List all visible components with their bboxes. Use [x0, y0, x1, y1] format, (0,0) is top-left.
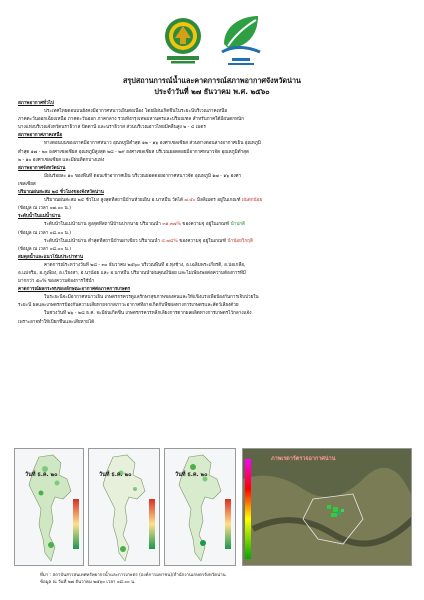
farm-line: ในช่วงวันที่ ๒๖ - ๒๘ ธ.ค. จะมีฝนเกิดขึ้น เกษตรกรควรหลีกเลี่ยงการตากผลผลิตทางการเกษตรไว้กลางแจ้ง: [44, 311, 252, 317]
radar-title: ภาพเรดาร์ตรวจอากาศน่าน: [271, 456, 336, 462]
level-low-status: น้ำน้อยวิกฤติ: [227, 238, 253, 244]
level-high-line: [18, 221, 408, 229]
nan-line: มีฝนร้อยละ ๑๐ ของพื้นที่ ตอนเช้าอากาศเย็น บริเวณยอดดอยอากาศหนาวจัด อุณหภูมิ ๑๗ - ๑๖ องศา: [44, 173, 242, 179]
section-level-heading: ระดับน้ำในแม่น้ำน่าน: [18, 214, 61, 220]
rain-level-badge: ฝนตกน้อย: [241, 198, 263, 204]
rain-forecast-map-day2: [88, 448, 160, 566]
nan-line: เซลเซียส: [18, 181, 36, 187]
section-north-heading: สภาพอากาศภาคเหนือ: [18, 133, 63, 139]
map-date-label: วันที่ ธ.ค. ๒๐: [99, 472, 132, 478]
section-farm-heading: คาดการณ์ผลกระทบของลักษณะอากาศต่อภาคการเกษตร: [18, 287, 131, 293]
rain-line: [18, 197, 408, 205]
forecast-line: มากกว่า ๕๐% ของความต้องการใช้น้ำ: [18, 279, 95, 285]
farm-line: ระยะนี้ ผลและเกษตรกรป้องกันความเสียหายจากสภาวะอากาศที่อาจเกิดกับพืชผลทางการเกษตรและสัตว์เลี้ยงด้วย: [18, 303, 239, 309]
level-low-value: ๔.๗๘%: [161, 238, 178, 244]
farm-line: เพราะอาจทำให้เปียกชื้นและเสียหายได้: [18, 319, 95, 325]
general-line: ภาคตะวันออกเฉียงเหนือ ภาคตะวันออก ภาคกลาง รวมทั้งกรุงเทพมหานครและปริมณฑล สำหรับภาคใต้มีฝนตกหนัก: [18, 117, 244, 123]
map-date-label: วันที่ ธ.ค. ๒๐: [25, 472, 58, 478]
report-body: [18, 100, 408, 327]
farm-line: ในระยะนี้จะมีอากาศหนาวเย็น เกษตรกรควรดูแลรักษาสุขภาพของคนและให้แข็งแรงเพื่อป้องกันการเจ็บป่วยใน: [44, 295, 259, 301]
level-high-timestamp: (ข้อมูล ณ เวลา ๐๘.๐๐ น.): [18, 230, 71, 236]
thailand-map-icon: [165, 449, 236, 566]
report-title: สรุปสถานการณ์น้ำและคาดการณ์สภาพอากาศจังหวัดน่าน: [123, 76, 301, 85]
rain-text: มิลลิเมตร อยู่ในเกณฑ์: [195, 198, 242, 204]
footnote-timestamp: ข้อมูล ณ วันที่ ๒๗ ธันวาคม ๒๕๖๐ เวลา ๐๘.๐๐ น.: [40, 580, 136, 585]
rain-forecast-map-day3: [164, 448, 236, 566]
rain-text: ปริมาณฝนสะสม ๒๔ ชั่วโมง สูงสุดที่สถานีบ้านห้วยเย็น อ.นาหมื่น วัดได้: [44, 198, 185, 204]
level-text: ของความจุ อยู่ในเกณฑ์: [177, 238, 228, 244]
north-line: ๒ - ๑๐ องศาเซลเซียส และมีฝนที่ตกบางแห่ง: [18, 157, 105, 163]
north-line: ต่ำสุด ๑๗ - ๒๐ องศาเซลเซียส อุณหภูมิสูงสุด ๒๘ - ๒๙ องศาเซลเซียส บริเวณยอดดอยมีอากาศหนาวจัด อุณหภูมิต่ำสุด: [18, 149, 249, 155]
forecast-line: อ.แม่จริม, อ.ภูเพียง, อ.เวียงสา, อ.นาน้อย และ อ.นาหมื่น ปริมาณน้ำฝนคุณมีน้อย และไม่เพียงพอต่อความต้องการที่มี: [18, 270, 246, 276]
level-text: ของความจุ อยู่ในเกณฑ์: [180, 222, 231, 228]
level-high-value: ๓๑.๓๗%: [162, 222, 181, 228]
provincial-seal-logo: [163, 14, 203, 66]
rain-value: ๗.๕๐: [184, 198, 196, 204]
general-line: ประเทศไทยตอนบนยังคงมีอากาศหนาวเย็นต่อเนื่อง โดยมีฝนเกิดขึ้นในระยะนี้บริเวณภาคเหนือ: [44, 109, 228, 115]
section-forecast-heading: สมดุลน้ำและแนวโน้มประปาทาน: [18, 254, 84, 260]
header-logos: [0, 10, 424, 70]
radar-image-icon: [243, 449, 412, 566]
radar-satellite-map: [242, 448, 412, 566]
general-line: บางแห่งบริเวณจังหวัดนราธิวาส ปัตตานี และนราธิวาส ส่วนบริเวณอ่าวไทยมีคลื่นสูง ๒ - ๔ เมตร: [18, 125, 206, 131]
section-general-heading: สภาพอากาศทั่วไป: [18, 101, 54, 106]
report-date: ประจำวันที่ ๒๗ ธันวาคม พ.ศ. ๒๕๖๐: [154, 87, 270, 96]
north-line: ทางตอนบนของภาคมีอากาศหนาว อุณหภูมิต่ำสุด ๑๒ - ๑๖ องศาเซลเซียส ส่วนทางตอนล่างอากาศเย็น อุณหภูมิ: [44, 141, 261, 147]
forecast-line: คาดการณ์ระหว่างวันที่ ๒๘ - ๓๐ ธันวาคม ๒๕๖๐ บริเวณพื้นที่ อ.ทุ่งช้าง, อ.เฉลิมพระเกียรติ, อ.บ่อเกลือ,: [44, 262, 246, 268]
thailand-map-icon: [15, 449, 84, 566]
agency-leaf-logo: [218, 12, 264, 68]
thailand-map-icon: [89, 449, 160, 566]
forecast-maps: [14, 448, 412, 566]
section-rain-heading: ปริมาณฝนสะสม ๒๔ ชั่วโมงของจังหวัดน่าน: [18, 190, 104, 196]
level-low-line: [18, 238, 408, 246]
level-high-status: น้ำปกติ: [230, 222, 245, 228]
level-low-timestamp: (ข้อมูล ณ เวลา ๐๘.๐๐ น.): [18, 246, 71, 252]
section-nan-heading: สภาพอากาศจังหวัดน่าน: [18, 165, 66, 171]
rain-timestamp: (ข้อมูล ณ เวลา ๐๗.๐๐ น.): [18, 206, 71, 212]
source-footnote: [40, 572, 400, 586]
footnote-source: ที่มา : สถาบันสารสนเทศทรัพยากรน้ำและการเกษตร (องค์การมหาชน)/สำนักงานเกษตรจังหวัดน่าน: [40, 573, 226, 578]
rain-forecast-map-day1: [14, 448, 84, 566]
level-text: ระดับน้ำในแม่น้ำน่าน สูงสุดที่สถานีบ้านปากนาย ปริมาณน้ำ: [44, 222, 163, 228]
level-text: ระดับน้ำในแม่น้ำน่าน ต่ำสุดที่สถานีบ้านผาเขียว ปริมาณน้ำ: [44, 238, 162, 244]
map-date-label: วันที่ ธ.ค. ๒๐: [175, 472, 208, 478]
